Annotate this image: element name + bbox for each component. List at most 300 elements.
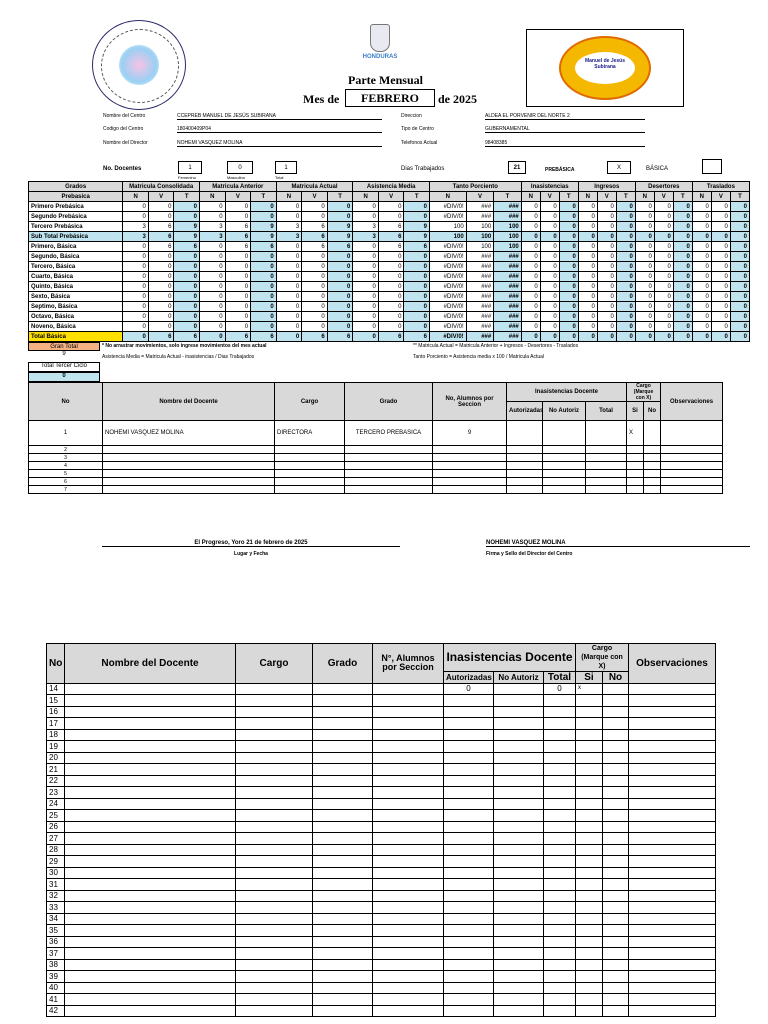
grid-cell-tp[interactable]: #DIV/0!	[430, 312, 467, 322]
grid-cell-mt[interactable]: 0	[276, 272, 302, 282]
grid-cell-mt[interactable]: 0	[276, 212, 302, 222]
p2-cell[interactable]	[603, 856, 629, 868]
grid-cell-mov[interactable]: 0	[730, 202, 749, 212]
centro-value[interactable]: CCEPREB MANUEL DE JESÚS SUBIRANA	[177, 113, 382, 120]
p2-cell[interactable]	[576, 879, 603, 891]
p2-cell[interactable]	[603, 1005, 629, 1017]
month-value[interactable]: FEBRERO	[345, 89, 435, 107]
grid-cell-mt[interactable]: 0	[327, 292, 353, 302]
p2-cell[interactable]	[65, 741, 236, 753]
p2-cell[interactable]	[65, 775, 236, 787]
grid-cell-mov[interactable]: 0	[616, 252, 635, 262]
grid-cell-mov[interactable]: 0	[711, 322, 730, 332]
docente-cell[interactable]	[507, 478, 543, 486]
p2-cell[interactable]	[65, 833, 236, 845]
docente-cell[interactable]	[275, 446, 345, 454]
docente-cell[interactable]	[433, 470, 507, 478]
p2-cell[interactable]	[544, 729, 576, 741]
grid-cell-mc[interactable]: 0	[123, 292, 149, 302]
p2-cell[interactable]	[236, 787, 313, 799]
p2-cell[interactable]	[629, 994, 716, 1006]
p2-cell[interactable]	[603, 764, 629, 776]
p2-cell[interactable]	[444, 741, 494, 753]
grid-cell-mc[interactable]: 0	[174, 292, 200, 302]
p2-cell[interactable]	[65, 764, 236, 776]
grid-cell-mov[interactable]: 0	[635, 312, 654, 322]
grid-cell-am[interactable]: 6	[378, 232, 404, 242]
p2-cell[interactable]	[236, 948, 313, 960]
grid-cell-tp[interactable]: ###	[466, 262, 494, 272]
grid-cell-mov[interactable]: 0	[540, 302, 559, 312]
p2-cell[interactable]	[373, 925, 444, 937]
p2-cell[interactable]	[576, 948, 603, 960]
p2-cell[interactable]	[313, 959, 373, 971]
p2-cell[interactable]	[373, 902, 444, 914]
p2-cell[interactable]	[494, 695, 544, 707]
grid-cell-mov[interactable]: 0	[578, 212, 597, 222]
grid-cell-mov[interactable]: 0	[521, 282, 540, 292]
grid-cell-ma[interactable]: 0	[200, 292, 226, 302]
grid-cell-mt[interactable]: 0	[327, 312, 353, 322]
grid-cell-ma[interactable]: 0	[200, 332, 226, 342]
grid-cell-am[interactable]: 0	[404, 202, 430, 212]
p2-cell[interactable]	[444, 982, 494, 994]
p2-cell[interactable]	[65, 706, 236, 718]
grid-cell-tp[interactable]: ###	[466, 312, 494, 322]
grid-cell-tp[interactable]: ###	[494, 322, 522, 332]
docente-cell[interactable]	[543, 486, 586, 494]
grid-cell-ma[interactable]: 0	[200, 212, 226, 222]
docente-cell[interactable]	[586, 478, 627, 486]
p2-cell[interactable]	[544, 787, 576, 799]
p2-cell[interactable]	[236, 867, 313, 879]
p2-cell[interactable]	[576, 798, 603, 810]
grid-cell-mov[interactable]: 0	[635, 252, 654, 262]
p2-cell[interactable]	[444, 867, 494, 879]
grid-cell-mov[interactable]: 0	[521, 202, 540, 212]
p2-cell[interactable]	[373, 890, 444, 902]
docente-cell[interactable]	[103, 462, 275, 470]
p2-cell[interactable]	[629, 798, 716, 810]
grid-cell-am[interactable]: 0	[404, 262, 430, 272]
p2-cell[interactable]	[544, 971, 576, 983]
p2-cell[interactable]	[65, 787, 236, 799]
docente-cell[interactable]	[627, 462, 644, 470]
p2-cell[interactable]	[603, 833, 629, 845]
grid-cell-mc[interactable]: 0	[148, 212, 174, 222]
grid-cell-mov[interactable]: 0	[673, 262, 692, 272]
p2-cell[interactable]	[373, 741, 444, 753]
grid-cell-mov[interactable]: 0	[616, 302, 635, 312]
grid-cell-am[interactable]: 0	[378, 202, 404, 212]
p2-cell[interactable]	[444, 718, 494, 730]
p2-cell[interactable]	[494, 683, 544, 695]
p2-cell[interactable]	[313, 844, 373, 856]
grid-cell-mov[interactable]: 0	[578, 302, 597, 312]
grid-cell-am[interactable]: 0	[404, 252, 430, 262]
grid-cell-mc[interactable]: 6	[148, 332, 174, 342]
docente-cell[interactable]	[661, 454, 723, 462]
grid-cell-mov[interactable]: 0	[711, 222, 730, 232]
grid-cell-mov[interactable]: 0	[521, 302, 540, 312]
p2-cell[interactable]	[494, 936, 544, 948]
grid-cell-mov[interactable]: 0	[540, 202, 559, 212]
grid-cell-tp[interactable]: #DIV/0!	[430, 322, 467, 332]
grid-cell-ma[interactable]: 0	[225, 212, 251, 222]
docente-cell[interactable]: 6	[29, 478, 103, 486]
grid-cell-am[interactable]: 0	[378, 282, 404, 292]
p2-cell[interactable]	[629, 833, 716, 845]
p2-cell[interactable]	[373, 913, 444, 925]
p2-cell[interactable]	[313, 971, 373, 983]
grid-cell-mov[interactable]: 0	[692, 252, 711, 262]
p2-cell[interactable]	[444, 729, 494, 741]
grid-cell-tp[interactable]: 100	[430, 222, 467, 232]
p2-cell[interactable]	[494, 948, 544, 960]
p2-cell[interactable]	[236, 810, 313, 822]
grid-cell-mov[interactable]: 0	[635, 322, 654, 332]
docente-cell[interactable]: DIRECTORA	[275, 421, 345, 446]
grid-cell-tp[interactable]: 100	[494, 242, 522, 252]
grid-cell-mc[interactable]: 6	[174, 332, 200, 342]
docente-cell[interactable]	[507, 462, 543, 470]
grid-cell-mov[interactable]: 0	[673, 272, 692, 282]
grid-cell-am[interactable]: 9	[404, 222, 430, 232]
p2-cell[interactable]	[236, 913, 313, 925]
p2-cell[interactable]	[603, 810, 629, 822]
p2-cell[interactable]	[373, 683, 444, 695]
grid-cell-ma[interactable]: 0	[251, 202, 277, 212]
grid-cell-mov[interactable]: 0	[635, 272, 654, 282]
grid-cell-mc[interactable]: 0	[174, 322, 200, 332]
p2-cell[interactable]	[629, 1005, 716, 1017]
grid-cell-mt[interactable]: 0	[276, 332, 302, 342]
p2-cell[interactable]	[494, 982, 544, 994]
p2-cell[interactable]	[313, 982, 373, 994]
p2-cell[interactable]	[603, 902, 629, 914]
grid-cell-am[interactable]: 0	[353, 322, 379, 332]
p2-cell[interactable]	[576, 902, 603, 914]
grid-cell-mt[interactable]: 0	[327, 282, 353, 292]
docente-cell[interactable]: TERCERO PREBASICA	[345, 421, 433, 446]
grid-cell-tp[interactable]: #DIV/0!	[430, 262, 467, 272]
p2-cell[interactable]	[629, 752, 716, 764]
docente-cell[interactable]: 9	[433, 421, 507, 446]
p2-cell[interactable]	[576, 856, 603, 868]
grid-cell-mov[interactable]: 0	[578, 332, 597, 342]
grid-cell-mov[interactable]: 0	[692, 322, 711, 332]
grid-cell-mov[interactable]: 0	[654, 272, 673, 282]
p2-cell[interactable]	[494, 844, 544, 856]
p2-cell[interactable]	[629, 729, 716, 741]
grid-cell-tp[interactable]: ###	[494, 272, 522, 282]
grid-cell-ma[interactable]: 0	[251, 322, 277, 332]
p2-cell[interactable]	[544, 856, 576, 868]
grid-cell-mov[interactable]: 0	[559, 322, 578, 332]
docente-cell[interactable]	[345, 478, 433, 486]
grid-cell-mov[interactable]: 0	[635, 212, 654, 222]
grid-cell-mov[interactable]: 0	[597, 222, 616, 232]
grid-cell-mov[interactable]: 0	[616, 222, 635, 232]
grid-cell-mov[interactable]: 0	[597, 282, 616, 292]
p2-cell[interactable]	[444, 798, 494, 810]
codigo-value[interactable]: 180400409P04	[177, 126, 382, 133]
docente-cell[interactable]	[543, 478, 586, 486]
grid-cell-am[interactable]: 0	[404, 212, 430, 222]
grid-cell-mov[interactable]: 0	[711, 232, 730, 242]
p2-cell[interactable]	[65, 844, 236, 856]
grid-cell-mov[interactable]: 0	[559, 212, 578, 222]
p2-cell[interactable]	[313, 729, 373, 741]
p2-cell[interactable]	[65, 948, 236, 960]
tipo-value[interactable]: GUBERNAMENTAL	[485, 126, 645, 133]
docente-cell[interactable]	[433, 462, 507, 470]
grid-cell-mov[interactable]: 0	[673, 332, 692, 342]
grid-cell-am[interactable]: 0	[353, 302, 379, 312]
p2-cell[interactable]	[444, 948, 494, 960]
p2-cell[interactable]	[544, 706, 576, 718]
docente-cell[interactable]	[345, 486, 433, 494]
p2-cell[interactable]	[603, 695, 629, 707]
p2-cell[interactable]	[603, 718, 629, 730]
grid-cell-am[interactable]: 6	[404, 242, 430, 252]
grid-cell-mov[interactable]: 0	[673, 202, 692, 212]
p2-cell[interactable]	[444, 856, 494, 868]
docente-cell[interactable]	[661, 421, 723, 446]
p2-cell[interactable]	[444, 971, 494, 983]
p2-cell[interactable]	[576, 925, 603, 937]
grid-cell-ma[interactable]: 0	[200, 322, 226, 332]
p2-cell[interactable]	[576, 982, 603, 994]
docente-cell[interactable]	[644, 462, 661, 470]
grid-cell-tp[interactable]: ###	[494, 282, 522, 292]
grid-cell-mov[interactable]: 0	[692, 292, 711, 302]
p2-cell[interactable]	[629, 890, 716, 902]
grid-cell-mov[interactable]: 0	[673, 312, 692, 322]
grid-cell-tp[interactable]: 100	[430, 232, 467, 242]
grid-cell-mov[interactable]: 0	[578, 232, 597, 242]
grid-cell-mov[interactable]: 0	[673, 222, 692, 232]
grid-cell-tp[interactable]: ###	[494, 202, 522, 212]
docente-cell[interactable]	[543, 470, 586, 478]
grid-cell-ma[interactable]: 0	[200, 202, 226, 212]
grid-cell-mt[interactable]: 0	[302, 312, 328, 322]
grid-cell-mov[interactable]: 0	[521, 262, 540, 272]
p2-cell[interactable]	[313, 718, 373, 730]
grid-cell-ma[interactable]: 0	[225, 292, 251, 302]
docente-cell[interactable]	[627, 446, 644, 454]
p2-cell[interactable]	[444, 706, 494, 718]
grid-cell-tp[interactable]: ###	[466, 252, 494, 262]
prebasica-check[interactable]: X	[607, 161, 631, 174]
p2-cell[interactable]	[576, 810, 603, 822]
grid-cell-mc[interactable]: 0	[148, 272, 174, 282]
p2-cell[interactable]	[65, 890, 236, 902]
docente-cell[interactable]	[586, 462, 627, 470]
grid-cell-tp[interactable]: #DIV/0!	[430, 212, 467, 222]
docente-cell[interactable]: 5	[29, 470, 103, 478]
docente-cell[interactable]	[661, 462, 723, 470]
p2-cell[interactable]	[373, 936, 444, 948]
p2-cell[interactable]	[576, 833, 603, 845]
p2-cell[interactable]	[65, 718, 236, 730]
docente-cell[interactable]	[345, 454, 433, 462]
p2-cell[interactable]	[444, 787, 494, 799]
grid-cell-mov[interactable]: 0	[521, 272, 540, 282]
dias-value[interactable]: 21	[508, 161, 526, 174]
p2-cell[interactable]	[444, 695, 494, 707]
grid-cell-mov[interactable]: 0	[559, 282, 578, 292]
grid-cell-mov[interactable]: 0	[616, 242, 635, 252]
docente-cell[interactable]	[103, 486, 275, 494]
p2-cell[interactable]	[544, 959, 576, 971]
grid-cell-mc[interactable]: 0	[123, 272, 149, 282]
grid-cell-am[interactable]: 0	[353, 262, 379, 272]
grid-cell-mc[interactable]: 0	[123, 262, 149, 272]
p2-cell[interactable]	[629, 982, 716, 994]
p2-cell[interactable]	[313, 890, 373, 902]
grid-cell-ma[interactable]: 6	[251, 242, 277, 252]
docente-cell[interactable]	[507, 454, 543, 462]
grid-cell-mc[interactable]: 3	[123, 232, 149, 242]
p2-cell[interactable]	[544, 764, 576, 776]
grid-cell-am[interactable]: 0	[353, 242, 379, 252]
p2-cell[interactable]	[313, 856, 373, 868]
grid-cell-mov[interactable]: 0	[711, 212, 730, 222]
p2-cell[interactable]	[444, 902, 494, 914]
grid-cell-ma[interactable]: 0	[251, 302, 277, 312]
p2-cell[interactable]	[373, 982, 444, 994]
grid-cell-tp[interactable]: #DIV/0!	[430, 332, 467, 342]
p2-cell[interactable]	[576, 936, 603, 948]
p2-cell[interactable]	[629, 913, 716, 925]
grid-cell-mov[interactable]: 0	[597, 302, 616, 312]
docente-cell[interactable]: 3	[29, 454, 103, 462]
p2-cell[interactable]	[629, 821, 716, 833]
p2-cell[interactable]	[494, 752, 544, 764]
direccion-value[interactable]: ALDEA EL PORVENIR DEL NORTE 2	[485, 113, 645, 120]
docente-cell[interactable]	[661, 478, 723, 486]
p2-cell[interactable]	[603, 971, 629, 983]
p2-cell[interactable]	[629, 695, 716, 707]
grid-cell-mov[interactable]: 0	[597, 292, 616, 302]
grid-cell-tp[interactable]: #DIV/0!	[430, 242, 467, 252]
grid-cell-mov[interactable]: 0	[597, 242, 616, 252]
grid-cell-mov[interactable]: 0	[730, 242, 749, 252]
p2-cell[interactable]	[603, 982, 629, 994]
p2-cell[interactable]	[313, 994, 373, 1006]
grid-cell-mov[interactable]: 0	[730, 262, 749, 272]
grid-cell-tp[interactable]: ###	[466, 282, 494, 292]
grid-cell-tp[interactable]: #DIV/0!	[430, 272, 467, 282]
grid-cell-mov[interactable]: 0	[559, 262, 578, 272]
grid-cell-tp[interactable]: ###	[466, 332, 494, 342]
grid-cell-tp[interactable]: ###	[466, 322, 494, 332]
p2-cell[interactable]	[373, 833, 444, 845]
p2-cell[interactable]	[544, 741, 576, 753]
docente-cell[interactable]	[433, 486, 507, 494]
grid-cell-tp[interactable]: ###	[494, 302, 522, 312]
grid-cell-tp[interactable]: ###	[494, 262, 522, 272]
grid-cell-mov[interactable]: 0	[597, 202, 616, 212]
grid-cell-mt[interactable]: 0	[276, 202, 302, 212]
p2-cell[interactable]	[65, 959, 236, 971]
grid-cell-mov[interactable]: 0	[521, 312, 540, 322]
p2-cell[interactable]	[629, 925, 716, 937]
grid-cell-mov[interactable]: 0	[673, 282, 692, 292]
grid-cell-mov[interactable]: 0	[730, 232, 749, 242]
docente-cell[interactable]: X	[627, 421, 644, 446]
p2-cell[interactable]	[494, 810, 544, 822]
grid-cell-mov[interactable]: 0	[540, 282, 559, 292]
p2-cell[interactable]	[494, 718, 544, 730]
docente-cell[interactable]	[661, 470, 723, 478]
p2-cell[interactable]	[629, 936, 716, 948]
docente-cell[interactable]	[433, 478, 507, 486]
p2-cell[interactable]	[65, 982, 236, 994]
p2-cell[interactable]	[444, 1005, 494, 1017]
grid-cell-mov[interactable]: 0	[616, 292, 635, 302]
p2-cell[interactable]	[65, 695, 236, 707]
p2-cell[interactable]	[603, 994, 629, 1006]
p2-cell[interactable]	[65, 752, 236, 764]
p2-cell[interactable]	[576, 695, 603, 707]
grid-cell-mc[interactable]: 9	[174, 232, 200, 242]
grid-cell-mt[interactable]: 0	[327, 202, 353, 212]
grid-cell-tp[interactable]: ###	[494, 292, 522, 302]
p2-cell[interactable]	[494, 902, 544, 914]
p2-cell[interactable]	[65, 1005, 236, 1017]
grid-cell-ma[interactable]: 0	[225, 202, 251, 212]
p2-cell[interactable]	[65, 856, 236, 868]
p2-cell[interactable]	[236, 936, 313, 948]
p2-cell[interactable]: x	[576, 683, 603, 695]
grid-cell-am[interactable]: 0	[378, 272, 404, 282]
grid-cell-mov[interactable]: 0	[730, 292, 749, 302]
grid-cell-mov[interactable]: 0	[635, 332, 654, 342]
grid-cell-mov[interactable]: 0	[711, 302, 730, 312]
grid-cell-mov[interactable]: 0	[711, 262, 730, 272]
p2-cell[interactable]	[313, 902, 373, 914]
grid-cell-mt[interactable]: 0	[276, 322, 302, 332]
grid-cell-mov[interactable]: 0	[673, 212, 692, 222]
docente-cell[interactable]	[275, 478, 345, 486]
grid-cell-mov[interactable]: 0	[559, 272, 578, 282]
grid-cell-mov[interactable]: 0	[654, 332, 673, 342]
p2-cell[interactable]	[544, 994, 576, 1006]
grid-cell-tp[interactable]: #DIV/0!	[430, 252, 467, 262]
p2-cell[interactable]	[65, 867, 236, 879]
grid-cell-mov[interactable]: 0	[673, 322, 692, 332]
p2-cell[interactable]	[236, 718, 313, 730]
p2-cell[interactable]	[444, 890, 494, 902]
grid-cell-mc[interactable]: 0	[148, 282, 174, 292]
grid-cell-ma[interactable]: 0	[251, 262, 277, 272]
grid-cell-ma[interactable]: 6	[225, 232, 251, 242]
p2-cell[interactable]	[544, 948, 576, 960]
grid-cell-ma[interactable]: 0	[200, 252, 226, 262]
grid-cell-mov[interactable]: 0	[692, 302, 711, 312]
p2-cell[interactable]	[603, 844, 629, 856]
grid-cell-mc[interactable]: 6	[148, 232, 174, 242]
p2-cell[interactable]	[313, 821, 373, 833]
grid-cell-am[interactable]: 0	[353, 292, 379, 302]
grid-cell-mt[interactable]: 0	[327, 272, 353, 282]
p2-cell[interactable]	[494, 994, 544, 1006]
p2-cell[interactable]	[544, 810, 576, 822]
grid-cell-mt[interactable]: 6	[327, 242, 353, 252]
grid-cell-mt[interactable]: 0	[302, 272, 328, 282]
